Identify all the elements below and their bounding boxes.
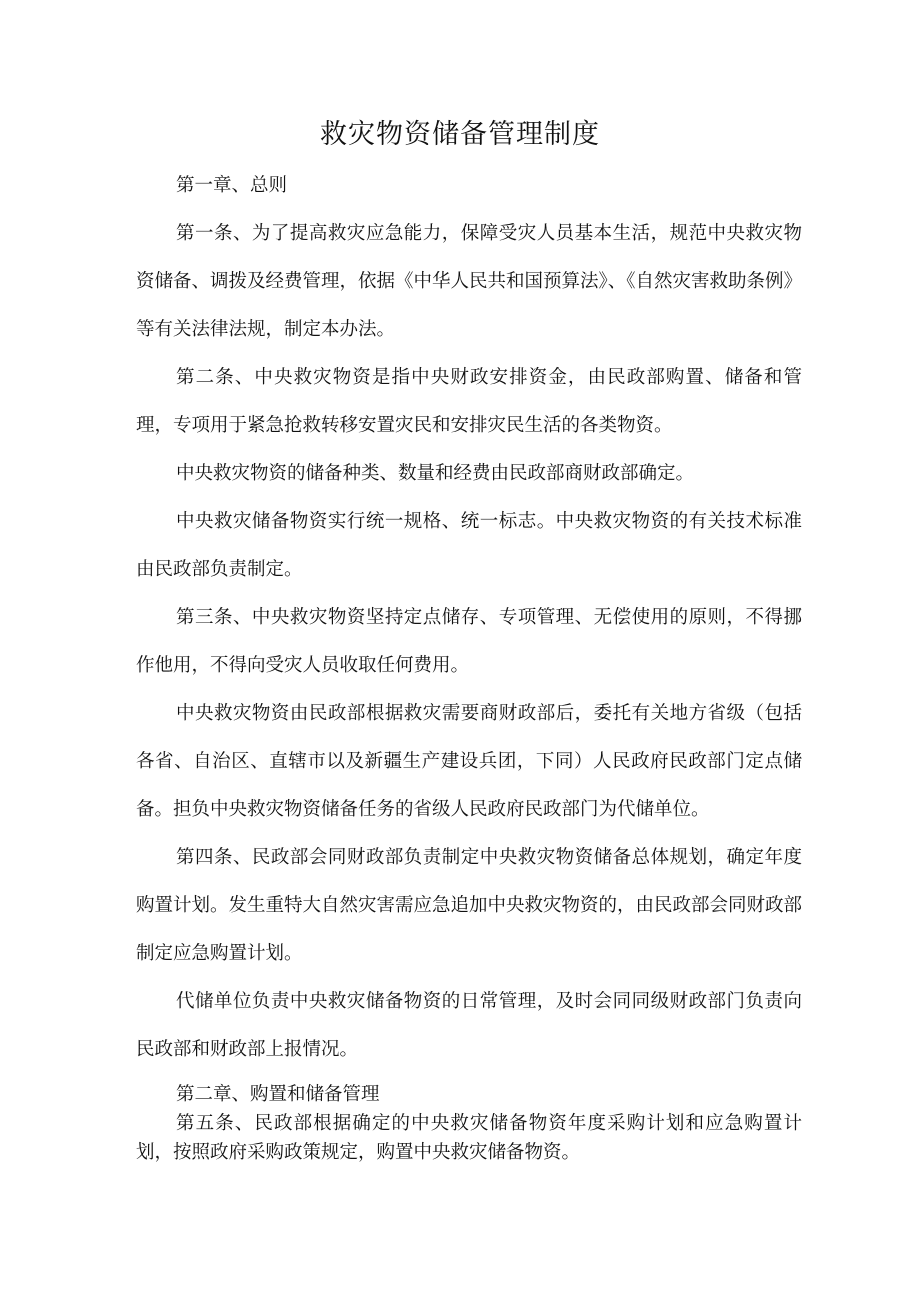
- article-paragraph: 第二条、中央救灾物资是指中央财政安排资金，由民政部购置、储备和管理，专项用于紧急抢救转移安置灾民和安排灾民生活的各类物资。: [136, 367, 802, 436]
- article-paragraph: 中央救灾物资的储备种类、数量和经费由民政部商财政部确定。: [176, 463, 695, 484]
- chapter-heading: 第二章、购置和储备管理: [176, 1084, 380, 1105]
- chapter-heading: 第一章、总则: [176, 175, 288, 196]
- article-paragraph: 第四条、民政部会同财政部负责制定中央救灾物资储备总体规划，确定年度购置计划。发生重特大自然灾害需应急追加中央救灾物资的，由民政部会同财政部制定应急购置计划。: [136, 847, 803, 964]
- article-paragraph: 第五条、民政部根据确定的中央救灾储备物资年度采购计划和应急购置计划，按照政府采购政策规定，购置中央救灾储备物资。: [136, 1113, 802, 1163]
- article-paragraph: 第三条、中央救灾物资坚持定点储存、专项管理、无偿使用的原则，不得挪作他用，不得向受灾人员收取任何费用。: [136, 607, 802, 676]
- article-paragraph: 中央救灾物资由民政部根据救灾需要商财政部后，委托有关地方省级（包括各省、自治区、直辖市以及新疆生产建设兵团，下同）人民政府民政部门定点储备。担负中央救灾物资储备任务的省级人民政府民政部门为代储单位。: [136, 703, 802, 820]
- document-body: [136, 162, 802, 1074]
- article-paragraph: 第一条、为了提高救灾应急能力，保障受灾人员基本生活，规范中央救灾物资储备、调拨及经费管理，依据《中华人民共和国预算法》、《自然灾害救助条例》等有关法律法规，制定本办法。: [136, 223, 803, 340]
- document-body-continued: [136, 1080, 802, 1167]
- document-title: 救灾物资储备管理制度: [320, 119, 600, 150]
- article-paragraph: 中央救灾储备物资实行统一规格、统一标志。中央救灾物资的有关技术标准由民政部负责制定。: [136, 511, 802, 580]
- article-paragraph: 代储单位负责中央救灾储备物资的日常管理，及时会同同级财政部门负责向民政部和财政部上报情况。: [136, 991, 802, 1060]
